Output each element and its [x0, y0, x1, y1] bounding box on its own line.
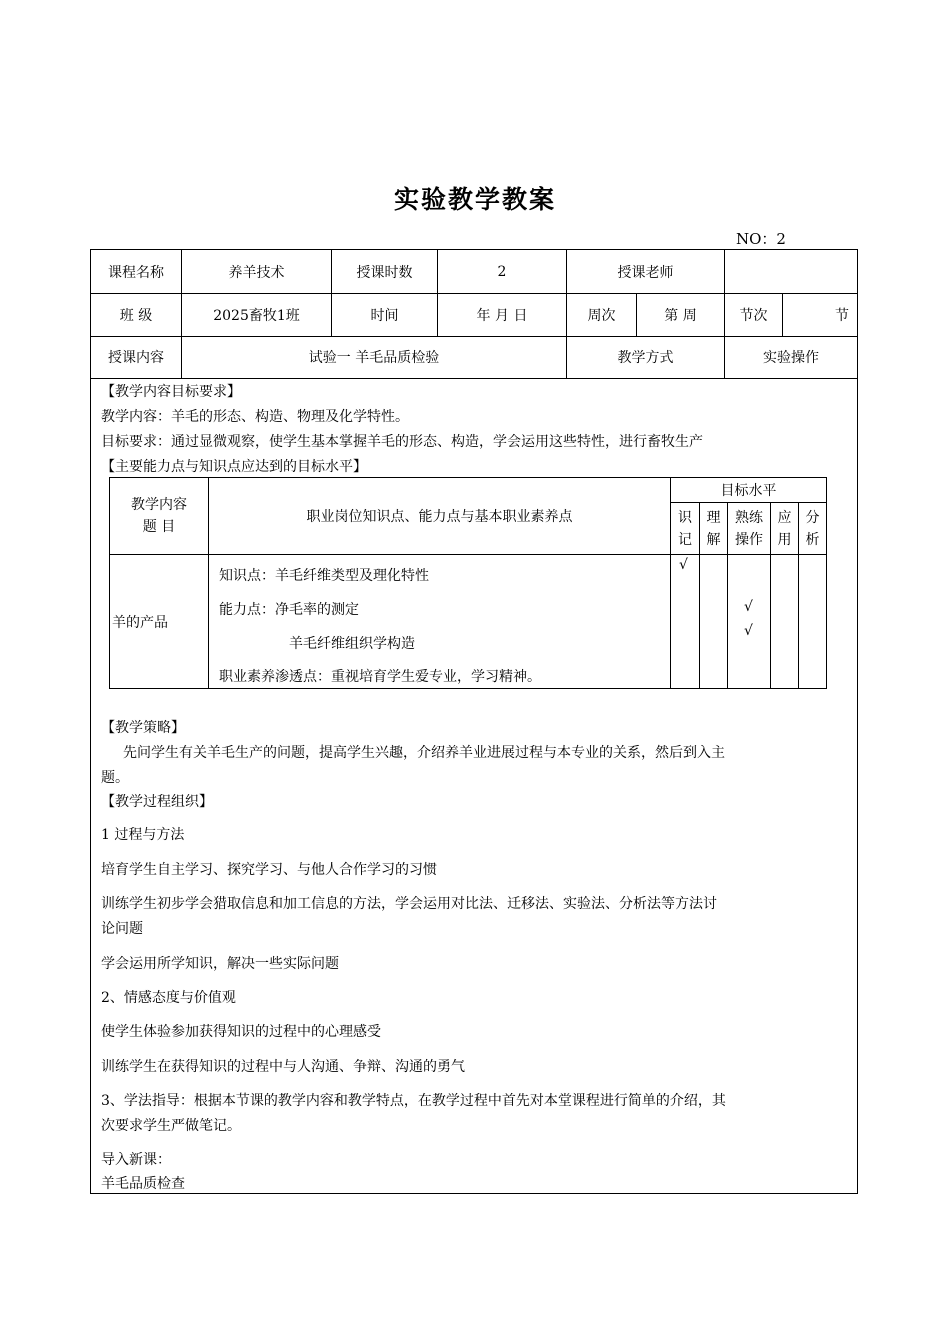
strategy-heading: 【教学策略】: [101, 720, 185, 736]
method-value: 实验操作: [724, 336, 857, 378]
col-topic-header-line2: 题 目: [142, 519, 176, 535]
header-row-course: [91, 250, 857, 294]
process-p3a: 训练学生初步学会猎取信息和加工信息的方法，学会运用对比法、迁移法、实验法、分析法等方法讨: [101, 896, 717, 912]
ability-table: [109, 477, 827, 689]
method-label: 教学方式: [566, 336, 724, 378]
header-row-content: [91, 336, 857, 379]
document-title: 实验教学教案: [393, 185, 556, 214]
level-analyze: 分 析: [798, 503, 826, 554]
process-p10: 羊毛品质检查: [101, 1176, 185, 1192]
topic-cell: 羊的产品: [112, 614, 168, 631]
knowledge-point: 知识点：羊毛纤维类型及理化特性: [219, 568, 429, 584]
goal-line: 目标要求：通过显微观察，使学生基本掌握羊毛的形态、构造，学会运用这些特性，进行畜牧生产: [101, 434, 703, 450]
strategy-text-2: 题。: [101, 770, 129, 786]
check-mark: √: [744, 599, 753, 615]
week-value: 第 周: [636, 293, 724, 336]
section-value: 节: [782, 293, 857, 336]
col-points-header: 职业岗位知识点、能力点与基本职业素养点: [208, 478, 670, 554]
process-p8a: 3、学法指导：根据本节课的教学内容和教学特点，在教学过程中首先对本堂课程进行简单的介绍，其: [101, 1093, 726, 1109]
ability-point-2: 羊毛纤维组织学构造: [289, 636, 415, 652]
level-apply: 应 用: [770, 503, 798, 554]
class-label: 班 级: [119, 307, 153, 324]
header-row-class: [91, 293, 857, 337]
col-level-header: 目标水平: [670, 478, 826, 503]
section-label: 节次: [724, 293, 782, 336]
memorize-cell: [670, 555, 699, 688]
level-memorize: 识 记: [670, 503, 699, 554]
document-number: NO：2: [736, 230, 786, 248]
process-heading: 【教学过程组织】: [101, 794, 213, 810]
course-name-label: 课程名称: [108, 264, 164, 281]
process-p4: 学会运用所学知识，解决一些实际问题: [101, 956, 339, 972]
check-mark: √: [679, 557, 688, 573]
process-p7: 训练学生在获得知识的过程中与人沟通、争辩、沟通的勇气: [101, 1059, 465, 1075]
col-topic-header-line1: 教学内容: [131, 497, 187, 513]
analyze-cell: [798, 555, 826, 688]
lesson-plan-form: [90, 249, 858, 1194]
level-understand: 理 解: [699, 503, 727, 554]
process-p1: 1 过程与方法: [101, 827, 185, 843]
time-label: 时间: [331, 293, 437, 336]
content-label: 授课内容: [108, 350, 164, 366]
goals-heading: 【教学内容目标要求】: [101, 384, 241, 400]
process-p5: 2、情感态度与价值观: [101, 990, 236, 1006]
check-mark: √: [744, 623, 753, 639]
content-line: 教学内容：羊毛的形态、构造、物理及化学特性。: [101, 409, 409, 425]
understand-cell: [699, 555, 727, 688]
class-value: 2025畜牧1班: [181, 293, 331, 336]
process-p2: 培育学生自主学习、探究学习、与他人合作学习的习惯: [101, 862, 437, 878]
quality-point: 职业素养渗透点：重视培育学生爱专业，学习精神。: [219, 669, 541, 685]
level-skilled-operation: 熟练 操作: [727, 503, 770, 554]
content-value: 试验一 羊毛品质检验: [181, 336, 566, 378]
ability-point-1: 能力点：净毛率的测定: [219, 602, 359, 618]
skilled-cell: [727, 555, 770, 688]
week-label: 周次: [566, 293, 636, 336]
process-p8b: 次要求学生严做笔记。: [101, 1118, 241, 1134]
apply-cell: [770, 555, 798, 688]
teacher-label: 授课老师: [566, 250, 724, 293]
process-p6: 使学生体验参加获得知识的过程中的心理感受: [101, 1024, 381, 1040]
teaching-hours-value: 2: [437, 250, 566, 293]
col-topic-header: [110, 478, 208, 554]
teacher-value: [724, 250, 857, 293]
process-p3b: 论问题: [101, 921, 143, 937]
course-name-value: 养羊技术: [181, 250, 331, 293]
teaching-hours-label: 授课时数: [331, 250, 437, 293]
process-p9: 导入新课：: [101, 1152, 171, 1168]
points-cell: [208, 555, 670, 688]
date-value: 年 月 日: [437, 293, 566, 336]
strategy-text-1: 先问学生有关羊毛生产的问题，提高学生兴趣，介绍养羊业进展过程与本专业的关系，然后到入主: [123, 745, 725, 761]
ability-heading: 【主要能力点与知识点应达到的目标水平】: [101, 459, 367, 475]
